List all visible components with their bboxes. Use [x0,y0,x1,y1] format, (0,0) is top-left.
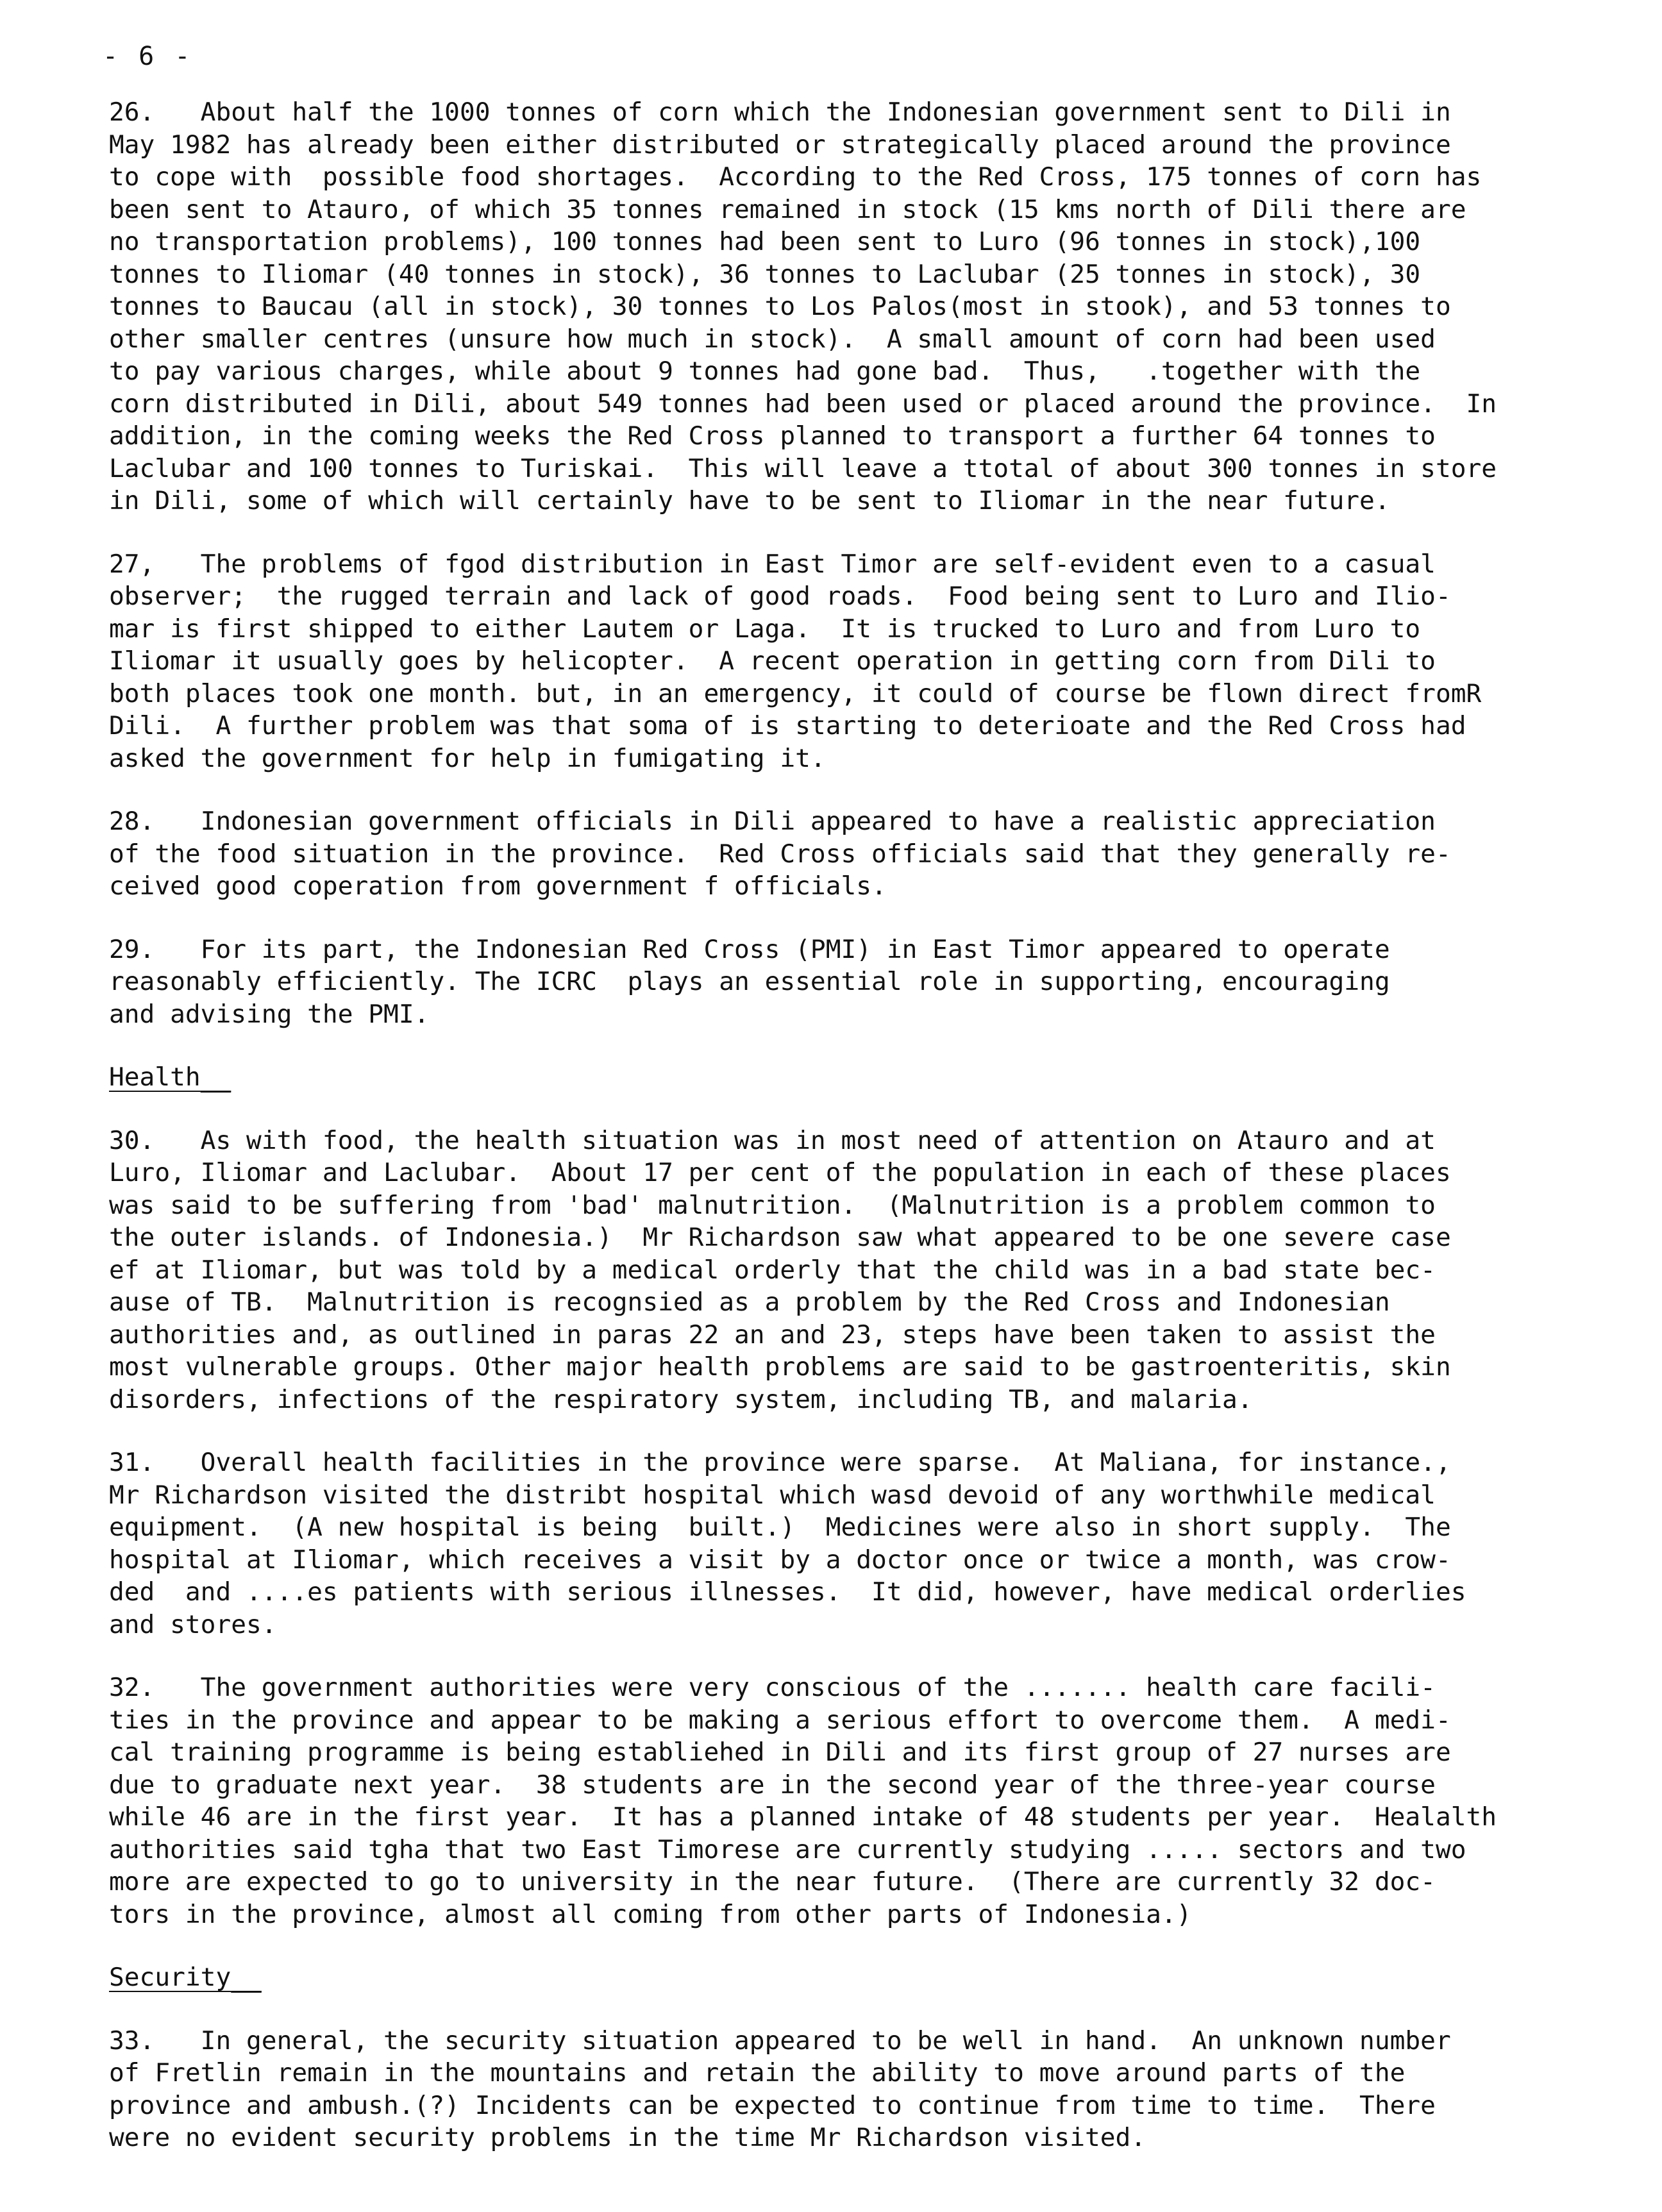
section-heading-security [109,1961,1584,1994]
page-number: - 6 - [103,42,193,71]
paragraph-29: 29. For its part, the Indonesian Red Cross (PMI) in East Timor appeared to operate reasonably efficiently. The ICRC plays an essential role in supporting, encouraging and advising the PMI. [109,934,1390,1029]
body-text [109,96,1584,2185]
security-heading-text: Security [109,1963,231,1992]
paragraph-30: 30. As with food, the health situation was in most need of attention on Atauro and at Luro, Iliomar and Laclubar. About 17 per cent of the population in each of these places was said to be suffering from 'bad' malnutrition. (Malnutrition is a problem common to the outer islands. of Indonesia.) Mr Richardson saw what appeared to be one severe case ef at Iliomar, but was told by a medical orderly that the child was in a bad state bec- ause of TB. Malnutrition is recognsied as a problem by the Red Cross and Indonesian authorities and, as outlined in paras 22 an and 23, steps have been taken to assist the most vulnerable groups. Other major health problems are said to be gastroenteritis, skin disorders, infections of the respiratory system, including TB, and malaria. [109,1125,1451,1414]
health-heading-text: Health [109,1062,201,1092]
paragraph-27: 27, The problems of fgod distribution in East Timor are self-evident even to a casual observer; the rugged terrain and lack of good roads. Food being sent to Luro and Ilio- mar is first shipped to either Lautem or Laga. It is trucked to Luro and from Luro to Iliomar it usually goes by helicopter. A recent operation in getting corn from Dili to both places took one month. but, in an emergency, it could of course be flown direct fromR Dili. A further problem was that soma of is starting to deterioate and the Red Cross had asked the government for help in fumigating it. [109,549,1482,773]
section-heading-health [109,1061,1584,1094]
paragraph-32: 32. The government authorities were very conscious of the ....... health care facili- ties in the province and appear to be making a serious effort to overcome them. A medi- cal training programme is being establiehed in Dili and its first group of 27 nurses are due to graduate next year. 38 students are in the second year of the three-year course while 46 are in the first year. It has a planned intake of 48 students per year. Healalth authorities said tgha that two East Timorese are currently studying ..... sectors and two more are expected to go to university in the near future. (There are currently 32 doc- tors in the province, almost all coming from other parts of Indonesia.) [109,1673,1497,1929]
paragraph-28: 28. Indonesian government officials in Dili appeared to have a realistic appreciation of the food situation in the province. Red Cross officials said that they generally re- ceived good coperation from government f officials. [109,807,1451,901]
paragraph-31: 31. Overall health facilities in the province were sparse. At Maliana, for instance., Mr Richardson visited the distribt hospital which wasd devoid of any worthwhile medical equipment. (A new hospital is being built.) Medicines were also in short supply. The hospital at Iliomar, which receives a visit by a doctor once or twice a month, was crow- ded and ....es patients with serious illnesses. It did, however, have medical orderlies and stores. [109,1448,1466,1639]
paragraph-26: 26. About half the 1000 tonnes of corn which the Indonesian government sent to Dili in May 1982 has already been either distributed or strategically placed around the province to cope with possible food shortages. According to the Red Cross, 175 tonnes of corn has been sent to Atauro, of which 35 tonnes remained in stock (15 kms north of Dili there are no transportation problems), 100 tonnes had been sent to Luro (96 tonnes in stock),100 tonnes to Iliomar (40 tonnes in stock), 36 tonnes to Laclubar (25 tonnes in stock), 30 tonnes to Baucau (all in stock), 30 tonnes to Los Palos(most in stook), and 53 tonnes to other smaller centres (unsure how much in stock). A small amount of corn had been used to pay various charges, while about 9 tonnes had gone bad. Thus, .together with the corn distributed in Dili, about 549 tonnes had been used or placed around the province. In addition, in the coming weeks the Red Cross planned to transport a further 64 tonnes to Laclubar and 100 tonnes to Turiskai. This will leave a ttotal of about 300 tonnes in store in Dili, some of which will certainly have to be sent to Iliomar in the near future. [109,97,1497,515]
paragraph-33: 33. In general, the security situation appeared to be well in hand. An unknown number of Fretlin remain in the mountains and retain the ability to move around parts of the province and ambush.(?) Incidents can be expected to continue from time to time. There were no evident security problems in the time Mr Richardson visited. [109,2025,1451,2152]
